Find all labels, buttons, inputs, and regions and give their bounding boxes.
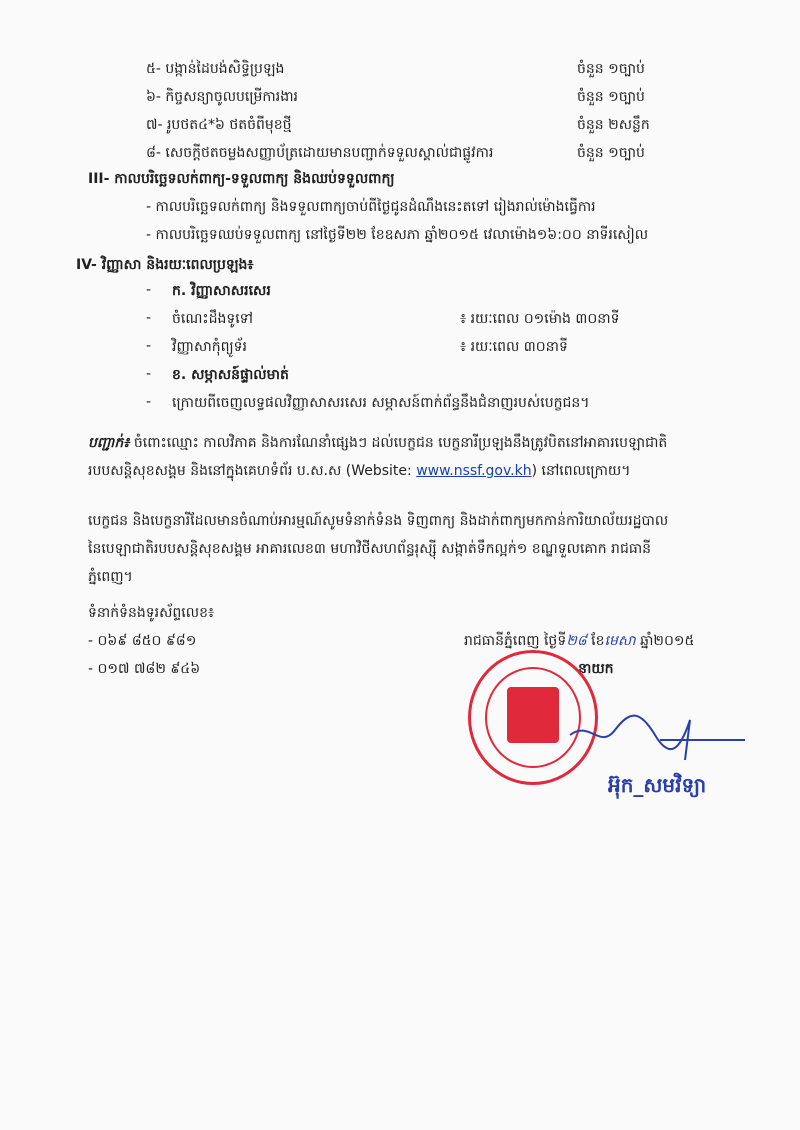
dash-marker: -: [146, 338, 152, 354]
date-prefix: រាជធានីភ្នំពេញ ថ្ងៃទី: [464, 633, 567, 649]
item-7-qty: ចំនួន ២សន្លឹក: [577, 117, 650, 133]
oral-interview-label: ខ. សម្ភាសន៍ផ្ទាល់មាត់: [172, 367, 289, 383]
seal-temple-emblem: [507, 687, 559, 743]
note-text-2a: របបសន្តិសុខសង្គម និងនៅក្នុងគេហទំព័រ ប.ស.ស (Website:: [88, 463, 417, 479]
date-month: មេសា: [604, 633, 636, 649]
exam-subject-2: វិញ្ញាសាកុំព្យូទ័រ: [172, 339, 247, 355]
signer-title: នាយក: [578, 661, 614, 677]
contact-para-line-1: បេក្ខជន និងបេក្ខនារីដែលមានចំណាប់អារម្មណ៍សូមទំនាក់ទំនង ទិញពាក្យ និងដាក់ពាក្យមកកាន់ការិយាល័យរដ្ឋបាល: [88, 513, 669, 529]
dash-marker: -: [146, 366, 152, 382]
note-text-2b: ) នៅពេលក្រោយ។: [531, 463, 631, 479]
phones-label: ទំនាក់ទំនងទូរស័ព្ទលេខ៖: [88, 605, 215, 621]
note-text-1: ចំពោះឈ្មោះ កាលវិភាគ និងការណែនាំផ្សេងៗ ដល់បេក្ខជន បេក្ខនារីប្រឡងនឹងត្រូវបិតនៅអាគារបេឡាជាតិ: [129, 435, 668, 451]
item-8-text: ៨- សេចក្តីថតចម្លងសញ្ញាប័ត្រដោយមានបញ្ជាក់ទទួលស្គាល់ជាផ្លូវការ: [146, 145, 494, 161]
item-5-text: ៥- បង្កាន់ដៃបង់សិទ្ធិប្រឡង: [146, 61, 285, 77]
phone-1: - ០៦៩ ៨៥០ ៩៨១: [88, 633, 197, 649]
written-exam-label: ក. វិញ្ញាសាសរសេរ: [172, 283, 271, 299]
dash-marker: -: [146, 282, 152, 298]
signature-scribble: [560, 690, 760, 770]
note-label: បញ្ជាក់៖: [88, 435, 130, 451]
item-6-text: ៦- កិច្ចសន្យាចូលបម្រើការងារ: [146, 89, 298, 105]
date-month-prefix: ខែ: [586, 633, 605, 649]
dash-marker: -: [146, 394, 152, 410]
exam-duration-2: ៖ រយៈពេល ៣០នាទី: [460, 339, 568, 355]
item-5-qty: ចំនួន ១ច្បាប់: [577, 61, 645, 77]
section-3-heading: III- កាលបរិច្ឆេទលក់ពាក្យ-ទទួលពាក្យ និងឈប់ទទួលពាក្យ: [88, 171, 395, 187]
oral-interview-text: ក្រោយពីចេញលទ្ធផលវិញ្ញាសាសរសេរ សម្ភាសន៍ពាក់ព័ន្ធនឹងជំនាញរបស់បេក្ខជន។: [172, 395, 590, 411]
section-4-heading: IV- វិញ្ញាសា និងរយៈពេលប្រឡង៖: [76, 257, 254, 273]
exam-duration-1: ៖ រយៈពេល ០១ម៉ោង ៣០នាទី: [460, 311, 620, 327]
signer-name: អ៊ុក_សមវិទ្យា: [608, 773, 707, 797]
item-7-text: ៧- រូបថត៤*៦ ថតចំពីមុខថ្មី: [146, 117, 292, 133]
note-line-1: [88, 434, 667, 452]
dash-marker: -: [146, 310, 152, 326]
contact-para-line-3: ភ្នំពេញ។: [88, 569, 133, 585]
date-year: ឆ្នាំ២០១៥: [635, 633, 695, 649]
date-day: ២៨: [566, 633, 587, 649]
date-line: [464, 632, 694, 650]
website-link[interactable]: www.nssf.gov.kh: [416, 463, 532, 479]
section-3-line-2: - កាលបរិច្ឆេទឈប់ទទួលពាក្យ នៅថ្ងៃទី២២ ខែឧសភា ឆ្នាំ២០១៥ វេលាម៉ោង១៦:០០ នាទីរសៀល: [146, 227, 649, 243]
exam-subject-1: ចំណេះដឹងទូទៅ: [172, 311, 254, 327]
note-line-2: [88, 462, 630, 480]
section-3-line-1: - កាលបរិច្ឆេទលក់ពាក្យ និងទទួលពាក្យចាប់ពីថ្ងៃជូនដំណឹងនេះតទៅ រៀងរាល់ម៉ោងធ្វើការ: [146, 199, 596, 215]
item-8-qty: ចំនួន ១ច្បាប់: [577, 145, 645, 161]
contact-para-line-2: នៃបេឡាជាតិរបបសន្តិសុខសង្គម អាគារលេខ៣ មហាវិថីសហព័ន្ធរុស្ស៊ី សង្កាត់ទឹកល្អក់១ ខណ្ឌទួលគោក រាជធានី: [88, 541, 652, 557]
phone-2: - ០១៧ ៧៨២ ៩៤៦: [88, 661, 201, 677]
item-6-qty: ចំនួន ១ច្បាប់: [577, 89, 645, 105]
